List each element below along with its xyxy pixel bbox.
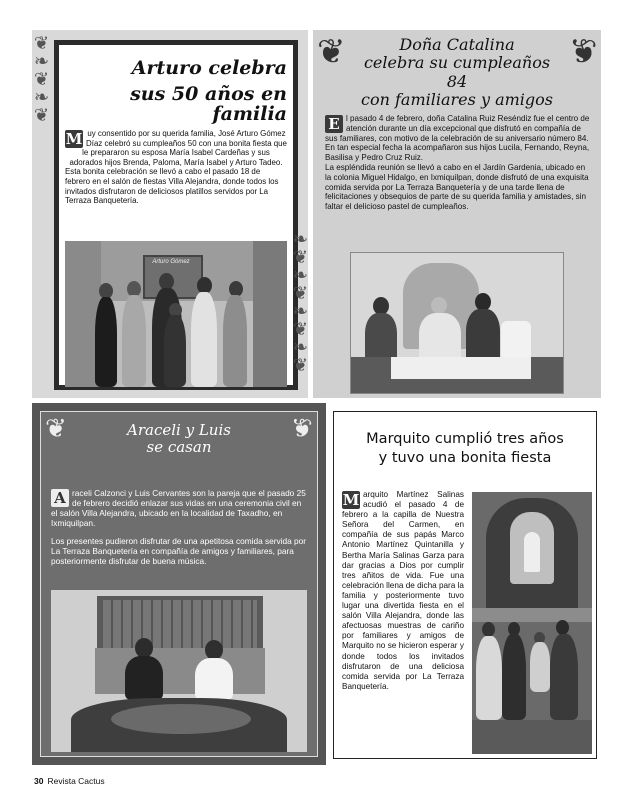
article-arturo-frame <box>54 40 298 390</box>
dropcap: A <box>51 489 69 507</box>
page-number: 30 <box>34 776 44 786</box>
paragraph: uy consentido por su querida familia, José Arturo Gómez Díaz celebró su cumpleaños 50 con una bonita fiesta que le prepararon su esposa María Isabel Cardeñas y sus adorados hijos Brenda, Paloma, María Isabel y Arturo Tadeo. <box>69 129 287 167</box>
title-line-2: sus 50 años en familia <box>130 82 287 125</box>
article-catalina <box>313 30 601 398</box>
floral-ornament-left: ❦ <box>45 414 67 444</box>
article-marquito-body <box>342 490 464 692</box>
article-arturo-body <box>65 129 287 206</box>
title-line-2: se casan <box>146 438 212 457</box>
article-araceli-frame <box>40 411 318 757</box>
photo-sign: Arturo Gómez <box>152 259 190 265</box>
leaf-ornament-right: ❧ ❦ ❧ ❦ ❧ ❦ ❧ ❦ <box>292 229 308 375</box>
paragraph: Los presentes pudieron disfrutar de una apetitosa comida servida por La Terraza Banquetería en compañía de amigos y familiares, para posteriormente disfrutar de buena música. <box>51 536 307 566</box>
paragraph: Esta bonita celebración se llevó a cabo el pasado 18 de febrero en el salón de fiestas Villa Alejandra, donde todos los invitados disfrutaron de deliciosos platillos servidos por La Terraza Banquetería. <box>65 167 279 206</box>
swirl-ornament-right: ❦ <box>568 32 597 72</box>
floral-ornament-right: ❦ <box>291 414 313 444</box>
title-line-2: celebra su cumpleaños 84 <box>363 53 551 91</box>
article-araceli-body <box>51 488 309 566</box>
title-line-1: Doña Catalina <box>399 35 515 54</box>
article-catalina-body <box>325 114 593 212</box>
article-marquito <box>331 403 601 765</box>
family-photo <box>65 241 287 387</box>
dropcap: M <box>342 491 360 509</box>
title-line-3: con familiares y amigos <box>361 90 553 110</box>
article-catalina-title <box>353 36 561 110</box>
paragraph: La espléndida reunión se llevó a cabo en el Jardín Gardenia, ubicado en la colonia Miguel Hidalgo, en Ixmiquilpan, donde disfrutó de una exquisita comida servida por La Terraza Banquetería y de una tarde llena de felicitaciones y obsequios de parte de su querida familia y amistades, sin faltar el delicioso pastel de cumpleaños. <box>325 162 589 212</box>
paragraph: l pasado 4 de febrero, doña Catalina Ruiz Reséndiz fue el centro de atención durante un día excepcional que disfrutó en compañía de sus familiares, con motivo de la celebración de su aniversario número 84. <box>325 114 590 143</box>
article-araceli-title <box>81 422 277 457</box>
article-araceli-luis <box>32 403 326 765</box>
wedding-photo <box>51 590 307 752</box>
dropcap: E <box>325 115 343 133</box>
title-line-1: Araceli y Luis <box>127 421 231 439</box>
paragraph: En tan especial fecha la acompañaron sus hijos Lucila, Fernando, Reyna, Basilisa y Pedro Cruz Ruiz. <box>325 143 590 163</box>
paragraph: raceli Calzonci y Luis Cervantes son la pareja que el pasado 25 de febrero decidió enlazar sus vidas en una ceremonia civil en el salón Villa Alejandra, ubicado en la localidad de Taxadho, en Ixmiquilpan. <box>51 488 306 528</box>
article-arturo <box>32 30 308 398</box>
paragraph: arquito Martínez Salinas acudió el pasado 4 de febrero a la capilla de Nuestra Señora del Carmen, en compañía de sus papás Marco Antonio Martínez Quintanilla y Bertha María Salinas Garza para dar gracias a Dios por cumplir tres añitos de vida. Fue una celebración llena de dicha para la familia y posteriormente tuvo lugar una divertida fiesta en el salón Villa Alejandra, donde las afectuosas muestras de cariño por familiares y amigos de Marquito no se hicieron esperar y donde todos los invitados disfrutaron de una deliciosa comida servida por La Terraza Banquetería. <box>342 490 464 691</box>
article-arturo-title <box>59 59 287 125</box>
article-marquito-title <box>340 430 590 468</box>
article-marquito-frame <box>333 411 597 759</box>
title-line-2: y tuvo una bonita fiesta <box>378 450 552 466</box>
dropcap: M <box>65 130 83 148</box>
magazine-name: Revista Cactus <box>47 776 105 786</box>
leaf-ornament-left: ❦ ❧ ❦ ❧ ❦ <box>34 33 50 125</box>
title-line-1: Arturo celebra <box>131 57 287 79</box>
birthday-photo <box>350 252 564 394</box>
swirl-ornament-left: ❦ <box>317 32 346 72</box>
page-footer <box>34 776 105 786</box>
church-photo <box>472 492 592 754</box>
title-line-1: Marquito cumplió tres años <box>366 431 564 447</box>
